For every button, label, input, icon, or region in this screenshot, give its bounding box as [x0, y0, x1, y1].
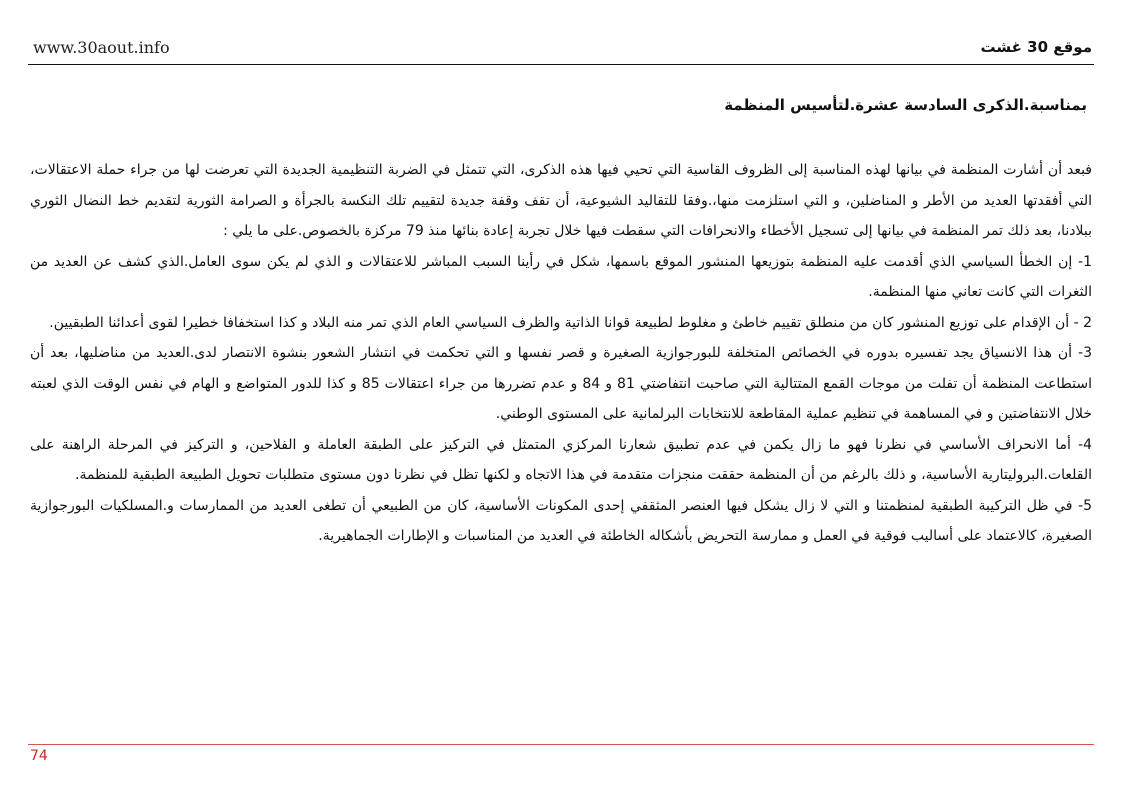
article-body	[30, 155, 1092, 552]
paragraph-point-2: 2 - أن الإقدام على توزيع المنشور كان من منطلق تقييم خاطئ و مغلوط لطبيعة قوانا الذاتية والظرف السياسي العام الذي تمر منه البلاد و كذا استخفافا خطيرا لقوى أعدائنا الطبقيين.	[49, 314, 1092, 331]
paragraph-point-3: 3- أن هذا الانسياق يجد تفسيره بدوره في الخصائص المتخلفة للبورجوازية الصغيرة و قصر نفسها و التي تحكمت في انتشار الشعور بنشوة الانتصار لدى.العديد من مناضليها، بعد أن استطاعت المنظمة أن تفلت من موجات القمع المتتالية التي صاحبت انتفاضتي 81 و 84 و عدم تضررها من جراء اعتقالات 85 و كذا للدور المتواضع و الهام في نفس الوقت الذي لعبته خلال الانتفاضتين و في المساهمة في تنظيم عملية المقاطعة للانتخابات البرلمانية على المستوى الوطني.	[30, 345, 1092, 422]
paragraph-point-5: 5- في ظل التركيبة الطبقية لمنظمتنا و التي لا زال يشكل فيها العنصر المثقفي إحدى المكونات الأساسية، كان من الطبيعي أن تطغى العديد من الممارسات و.المسلكيات البورجوازية الصغيرة، كالاعتماد على أساليب فوقية في العمل و ممارسة التحريض بأشكاله الخاطئة في العديد من المناسبات و الإطارات الجماهيرية.	[30, 497, 1092, 544]
paragraph-intro: فبعد أن أشارت المنظمة في بيانها لهذه المناسبة إلى الظروف القاسية التي تحيي فيها هذه الذكرى، التي تتمثل في الضربة التنظيمية الجديدة التي تعرضت لها من جراء حملة الاعتقالات، التي أفقدتها العديد من الأطر و المناضلين، و التي استلزمت منها،.وفقا للتقاليد الشيوعية، أن تقف وقفة جديدة لتقييم تلك النكسة بالجرأة و الصرامة الثورية لتقديم خط النضال الثوري ببلادنا، بعد ذلك تمر المنظمة في بيانها إلى تسجيل الأخطاء والانحرافات التي سقطت فيها خلال تجربة إعادة بنائها منذ 79 مركزة بالخصوص.على ما يلي :	[30, 162, 1092, 239]
header-divider	[28, 64, 1094, 65]
paragraph-point-1: 1- إن الخطأ السياسي الذي أقدمت عليه المنظمة بتوزيعها المنشور الموقع باسمها، شكل في رأينا السبب المباشر للاعتقالات و الذي لم يكن سوى العامل.الذي كشف عن العديد من الثغرات التي كانت تعاني منها المنظمة.	[30, 253, 1092, 300]
footer-divider	[28, 744, 1094, 745]
site-name: موقع 30 غشت	[980, 38, 1092, 56]
paragraph-point-4: 4- أما الانحراف الأساسي في نظرنا فهو ما زال يكمن في عدم تطبيق شعارنا المركزي المتمثل في التركيز على الطبقة العاملة و الفلاحين، و التركيز في المرحلة الراهنة على القلعات.البروليتارية الأساسية، و ذلك بالرغم من أن المنظمة حققت منجزات متقدمة في هذا الاتجاه و لكنها تظل في نظرنا دون مستوى متطلبات تحويل الطبيعة الطبقية للمنظمة.	[30, 436, 1092, 483]
article-title: بمناسبة.الذكرى السادسة عشرة.لتأسيس المنظمة	[724, 96, 1087, 114]
page-number: 74	[30, 748, 48, 764]
site-url: www.30aout.info	[33, 37, 170, 57]
page-header	[33, 34, 1092, 60]
